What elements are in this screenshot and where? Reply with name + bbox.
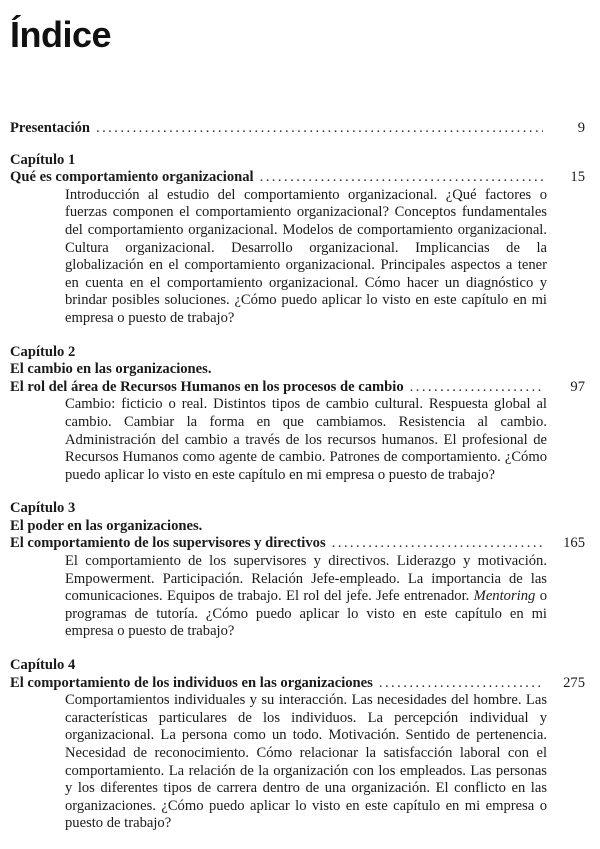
chapter-description — [65, 553, 547, 641]
page-number: 9 — [577, 120, 585, 136]
page-number: 165 — [563, 535, 585, 552]
toc-heading-row — [10, 535, 585, 553]
dot-leader — [96, 120, 543, 138]
description-text: o programas de tutoría. ¿Cómo puedo aplicar lo visto en este capítulo en mi empresa o puesto de trabajo? — [65, 588, 547, 640]
toc-entry-chapter-2 — [10, 344, 585, 485]
description-italic-term: Mentoring — [473, 588, 536, 605]
toc-heading-row — [10, 379, 585, 397]
chapter-description: Cambio: ficticio o real. Distintos tipos de cambio cultural. Respuesta global al cambio. Cambiar la forma en que cambiamos. Resistencia al cambio. Administración del cambio a través de los recursos humanos. El profesional de Recursos Humanos como agente de cambio. Patrones de comportamiento. ¿Cómo puedo aplicar lo visto en este capítulo en mi empresa o puesto de trabajo? — [65, 396, 547, 483]
dot-leader — [410, 379, 543, 397]
toc-heading-row — [10, 675, 585, 693]
chapter-description: Introducción al estudio del comportamiento organizacional. ¿Qué factores o fuerzas componen el comportamiento organizacional? Conceptos fundamentales del comportamiento organizacional. Modelos de comportamiento organizacional. Cultura organizacional. Desarrollo organizacional. Implicancias de la globalización en el comportamiento organizacional. Principales aspectos a tener en cuenta en el comportamiento organizacional. Cómo hacer un diagnóstico y brindar posibles soluciones. ¿Cómo puedo aplicar lo visto en este capítulo en mi empresa o puesto de trabajo? — [65, 186, 547, 326]
chapter-label: Capítulo 4 — [10, 657, 76, 674]
chapter-title-line: El poder en las organizaciones. — [10, 517, 203, 534]
chapter-label: Capítulo 3 — [10, 500, 76, 517]
toc-heading-row — [10, 120, 585, 138]
toc-heading: Qué es comportamiento organizacional — [10, 169, 254, 186]
description-text: El comportamiento de los supervisores y directivos. Liderazgo y motivación. Empowerment. Participación. Relación Jefe-empleado. La importancia de las comunicaciones. Equipos de trabajo. El rol del jefe. Jefe entrenador. — [65, 553, 547, 605]
page-number: 97 — [570, 378, 585, 395]
toc-entry-presentation — [10, 120, 585, 138]
page-number: 15 — [570, 169, 585, 186]
toc-heading: El comportamiento de los individuos en las organizaciones — [10, 674, 373, 691]
page-number: 275 — [563, 674, 585, 691]
toc-entry-chapter-3 — [10, 500, 585, 641]
chapter-label: Capítulo 2 — [10, 343, 76, 360]
dot-leader — [379, 675, 543, 693]
toc-heading-row — [10, 169, 585, 187]
chapter-label: Capítulo 1 — [10, 151, 76, 168]
toc-entry-chapter-4 — [10, 657, 585, 833]
toc-heading: El rol del área de Recursos Humanos en los procesos de cambio — [10, 378, 404, 395]
chapter-title-line: El cambio en las organizaciones. — [10, 361, 212, 378]
toc-heading: El comportamiento de los supervisores y directivos — [10, 535, 326, 552]
page-title: Índice — [10, 14, 112, 55]
dot-leader — [260, 169, 543, 187]
table-of-contents — [10, 120, 585, 849]
toc-entry-chapter-1 — [10, 152, 585, 328]
chapter-description: Comportamientos individuales y su interacción. Las necesidades del hombre. Las características particulares de los individuos. La percepción individual y organizacional. La persona como un todo. Motivación. Sentido de pertenencia. Necesidad de reconocimiento. Cómo relacionar la satisfacción laboral con el comportamiento. La relación de la organización con los empleados. Las personas y los diferentes tipos de carrera dentro de una organización. El conflicto en las organizaciones. ¿Cómo puedo aplicar lo visto en este capítulo en mi empresa o puesto de trabajo? — [65, 692, 547, 832]
dot-leader — [332, 535, 543, 553]
toc-heading: Presentación — [10, 120, 90, 136]
